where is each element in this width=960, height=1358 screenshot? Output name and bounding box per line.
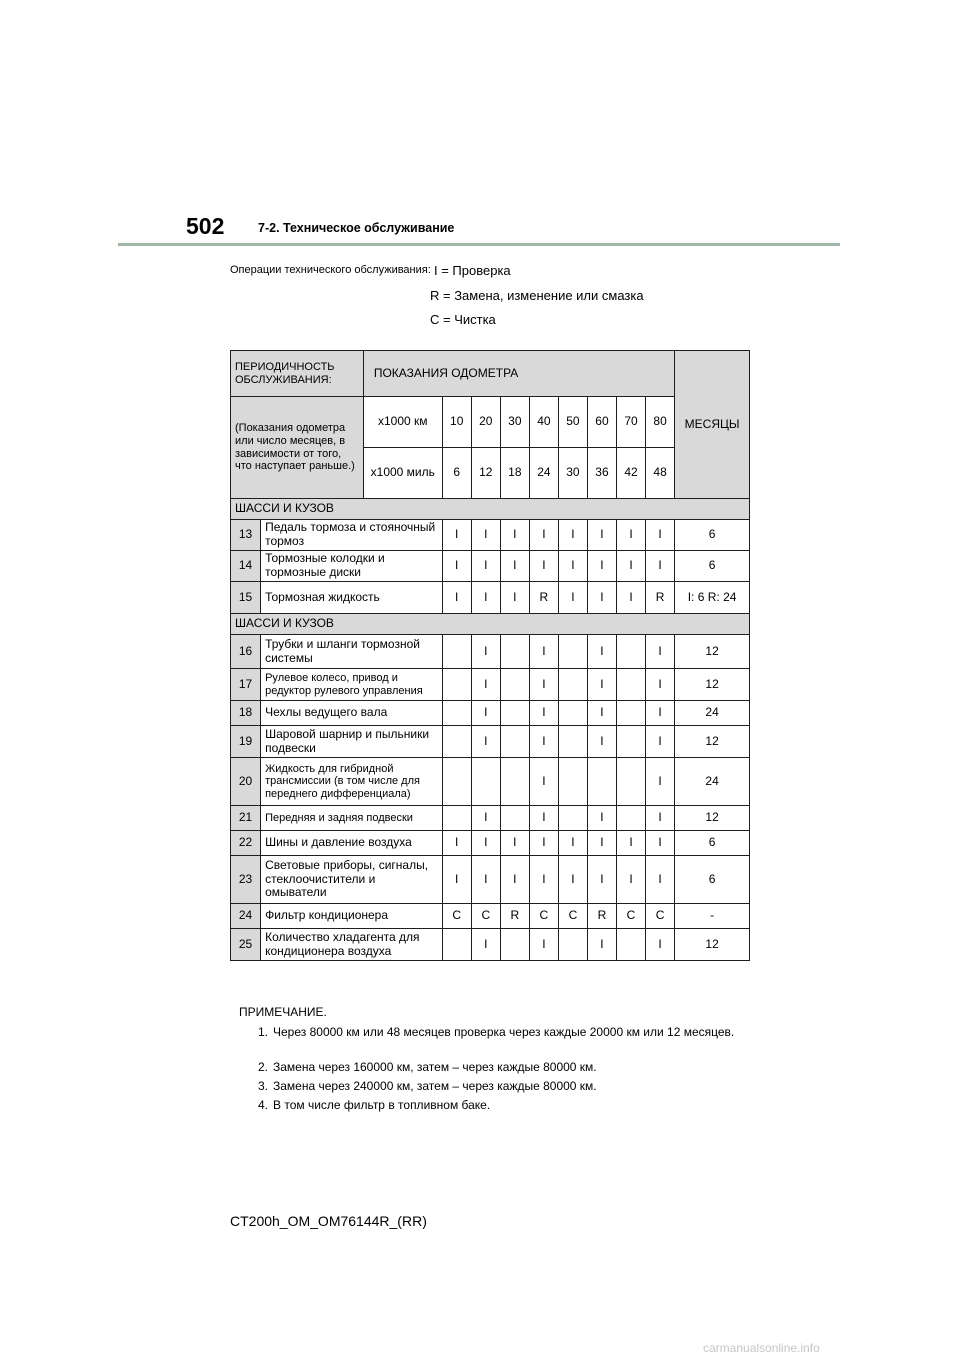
interval-cell: I [442,520,471,551]
interval-cell [442,635,471,669]
interval-cell: I [616,551,645,582]
interval-cell: I [646,831,675,856]
km-value: 10 [442,397,471,448]
interval-cell: I [529,726,558,758]
row-number: 17 [231,669,261,701]
interval-cell [558,806,587,831]
mile-value: 30 [558,448,587,499]
note-3 [258,1079,750,1093]
months-cell: 6 [675,551,750,582]
interval-cell: I [646,806,675,831]
interval-cell: I [500,856,529,904]
mile-value: 42 [616,448,645,499]
interval-cell: I [558,582,587,614]
item-name: Шины и давление воздуха [261,831,443,856]
km-value: 40 [529,397,558,448]
interval-cell: I [442,831,471,856]
interval-cell: I [471,635,500,669]
interval-cell [616,929,645,961]
interval-cell [442,669,471,701]
table-row [231,520,750,551]
legend-clean: C = Чистка [430,312,496,327]
interval-cell: C [471,904,500,929]
note-text: Через 80000 км или 48 месяцев проверка через каждые 20000 км или 12 месяцев. [273,1025,735,1039]
interval-cell: I [587,856,616,904]
km-value: 70 [616,397,645,448]
km-value: 20 [471,397,500,448]
item-name: Тормозная жидкость [261,582,443,614]
months-cell: 12 [675,635,750,669]
interval-cell: I [442,856,471,904]
document-code: CT200h_OM_OM76144R_(RR) [230,1213,427,1229]
interval-cell: I [646,856,675,904]
section-title: 7-2. Техническое обслуживание [258,221,455,235]
interval-cell: I [587,806,616,831]
legend-caption: Операции технического обслуживания: [230,264,431,276]
interval-cell [442,701,471,726]
interval-cell: I [500,520,529,551]
interval-cell: C [529,904,558,929]
months-cell: 12 [675,806,750,831]
interval-cell: I [616,856,645,904]
interval-cell: I [500,582,529,614]
row-number: 19 [231,726,261,758]
legend-replace: R = Замена, изменение или смазка [430,288,644,303]
interval-cell: I [471,726,500,758]
interval-cell: I [529,806,558,831]
item-name: Чехлы ведущего вала [261,701,443,726]
interval-cell: I [587,701,616,726]
interval-cell [558,758,587,806]
interval-cell: I [587,635,616,669]
months-cell: 6 [675,856,750,904]
months-cell: 12 [675,929,750,961]
interval-cell: I [471,806,500,831]
interval-cell: I [616,520,645,551]
interval-cell: I [587,551,616,582]
interval-cell: I [529,520,558,551]
interval-cell: I [442,551,471,582]
note-number: 3. [258,1079,269,1093]
interval-cell: I [646,635,675,669]
interval-cell [558,726,587,758]
interval-cell [442,758,471,806]
note-text: Замена через 160000 км, затем – через каждые 80000 км. [273,1060,597,1074]
interval-cell: I [471,551,500,582]
interval-cell [500,758,529,806]
interval-cell: C [442,904,471,929]
row-number: 15 [231,582,261,614]
interval-cell: I [587,669,616,701]
km-value: 60 [587,397,616,448]
interval-cell: I [442,582,471,614]
item-name: Рулевое колесо, привод и редуктор рулевого управления [261,669,443,701]
interval-cell [558,669,587,701]
interval-cell [616,669,645,701]
table-row [231,856,750,904]
interval-cell [500,669,529,701]
interval-cell [616,726,645,758]
interval-cell: I [646,758,675,806]
table-row [231,582,750,614]
interval-cell [616,806,645,831]
interval-cell [587,758,616,806]
km-value: 30 [500,397,529,448]
interval-cell: I [529,758,558,806]
table-row [231,701,750,726]
row-number: 22 [231,831,261,856]
interval-cell [500,726,529,758]
table-row [231,635,750,669]
interval-cell: I [471,582,500,614]
row-number: 14 [231,551,261,582]
watermark: carmanualsonline.info [703,1341,820,1355]
interval-cell: R [500,904,529,929]
note-text: Замена через 240000 км, затем – через каждые 80000 км. [273,1079,597,1093]
interval-cell [616,701,645,726]
interval-cell: C [616,904,645,929]
item-name: Передняя и задняя подвески [261,806,443,831]
mile-value: 24 [529,448,558,499]
row-number: 16 [231,635,261,669]
months-cell: 6 [675,520,750,551]
interval-cell: C [646,904,675,929]
section-header-row [231,499,750,520]
row-number: 13 [231,520,261,551]
section-title: ШАССИ И КУЗОВ [231,614,750,635]
months-cell: - [675,904,750,929]
interval-cell [500,806,529,831]
interval-cell [500,701,529,726]
row-number: 21 [231,806,261,831]
interval-cell: I [529,635,558,669]
interval-cell [500,635,529,669]
note-number: 2. [258,1060,269,1074]
interval-cell: I [646,929,675,961]
interval-cell: I [529,701,558,726]
mile-value: 36 [587,448,616,499]
interval-cell: I [529,669,558,701]
interval-cell [616,758,645,806]
interval-cell: I [587,582,616,614]
note-number: 4. [258,1098,269,1112]
months-cell: 6 [675,831,750,856]
interval-cell: I [471,831,500,856]
maintenance-table [230,350,750,961]
interval-cell: I [558,520,587,551]
row-number: 24 [231,904,261,929]
table-row [231,726,750,758]
table-row [231,669,750,701]
item-name: Количество хладагента для кондиционера воздуха [261,929,443,961]
interval-cell: R [587,904,616,929]
row-number: 23 [231,856,261,904]
interval-cell: I [646,726,675,758]
interval-cell: I [587,520,616,551]
row-number: 25 [231,929,261,961]
interval-cell: I [558,551,587,582]
months-cell: 24 [675,701,750,726]
note-2 [258,1060,750,1074]
interval-cell [500,929,529,961]
item-name: Педаль тормоза и стояночный тормоз [261,520,443,551]
mile-value: 6 [442,448,471,499]
interval-cell: I [471,856,500,904]
period-header: ПЕРИОДИЧНОСТЬ ОБСЛУЖИВАНИЯ: [231,351,364,397]
interval-cell: I [529,551,558,582]
item-name: Фильтр кондиционера [261,904,443,929]
interval-cell: I [646,669,675,701]
months-header: МЕСЯЦЫ [675,351,750,499]
interval-cell [442,806,471,831]
km-value: 80 [646,397,675,448]
note-4 [258,1098,750,1112]
mile-value: 48 [646,448,675,499]
interval-cell: I [587,929,616,961]
row-number: 20 [231,758,261,806]
section-title: ШАССИ И КУЗОВ [231,499,750,520]
note-1 [258,1025,750,1055]
legend-inspect: I = Проверка [434,263,511,278]
interval-cell: I [471,669,500,701]
interval-cell: I [471,520,500,551]
note-number: 1. [258,1025,269,1039]
notes-title: ПРИМЕЧАНИЕ. [239,1005,327,1019]
item-name: Жидкость для гибридной трансмиссии (в том числе для переднего дифференциала) [261,758,443,806]
interval-cell: I [529,929,558,961]
table-row [231,758,750,806]
interval-cell: C [558,904,587,929]
mile-value: 12 [471,448,500,499]
months-cell: I: 6 R: 24 [675,582,750,614]
interval-cell: I [587,831,616,856]
header-rule [118,243,840,246]
page-number: 502 [186,213,225,239]
interval-cell: I [529,831,558,856]
interval-cell: I [500,831,529,856]
km-value: 50 [558,397,587,448]
interval-cell: R [646,582,675,614]
table-row [231,806,750,831]
odometer-header: ПОКАЗАНИЯ ОДОМЕТРА [363,351,674,397]
mile-unit: x1000 миль [363,448,442,499]
interval-cell: I [558,856,587,904]
table-row [231,929,750,961]
interval-cell [471,758,500,806]
item-name: Тормозные колодки и тормозные диски [261,551,443,582]
km-unit: x1000 км [363,397,442,448]
item-name: Световые приборы, сигналы, стеклоочистители и омыватели [261,856,443,904]
months-cell: 24 [675,758,750,806]
section-header-row [231,614,750,635]
note-text: В том числе фильтр в топливном баке. [273,1098,491,1112]
interval-cell [442,726,471,758]
interval-cell [558,929,587,961]
table-row [231,904,750,929]
period-note: (Показания одометра или число месяцев, в зависимости от того, что наступает раньше.) [231,397,364,499]
interval-cell [558,701,587,726]
interval-cell: R [529,582,558,614]
item-name: Трубки и шланги тормозной системы [261,635,443,669]
row-number: 18 [231,701,261,726]
item-name: Шаровой шарнир и пыльники подвески [261,726,443,758]
months-cell: 12 [675,669,750,701]
interval-cell [616,635,645,669]
interval-cell: I [558,831,587,856]
interval-cell [558,635,587,669]
interval-cell: I [587,726,616,758]
interval-cell: I [529,856,558,904]
interval-cell: I [646,520,675,551]
interval-cell: I [646,551,675,582]
interval-cell: I [616,582,645,614]
mile-value: 18 [500,448,529,499]
months-cell: 12 [675,726,750,758]
table-row [231,831,750,856]
interval-cell: I [646,701,675,726]
interval-cell: I [616,831,645,856]
interval-cell: I [500,551,529,582]
table-row [231,551,750,582]
interval-cell [442,929,471,961]
interval-cell: I [471,701,500,726]
interval-cell: I [471,929,500,961]
